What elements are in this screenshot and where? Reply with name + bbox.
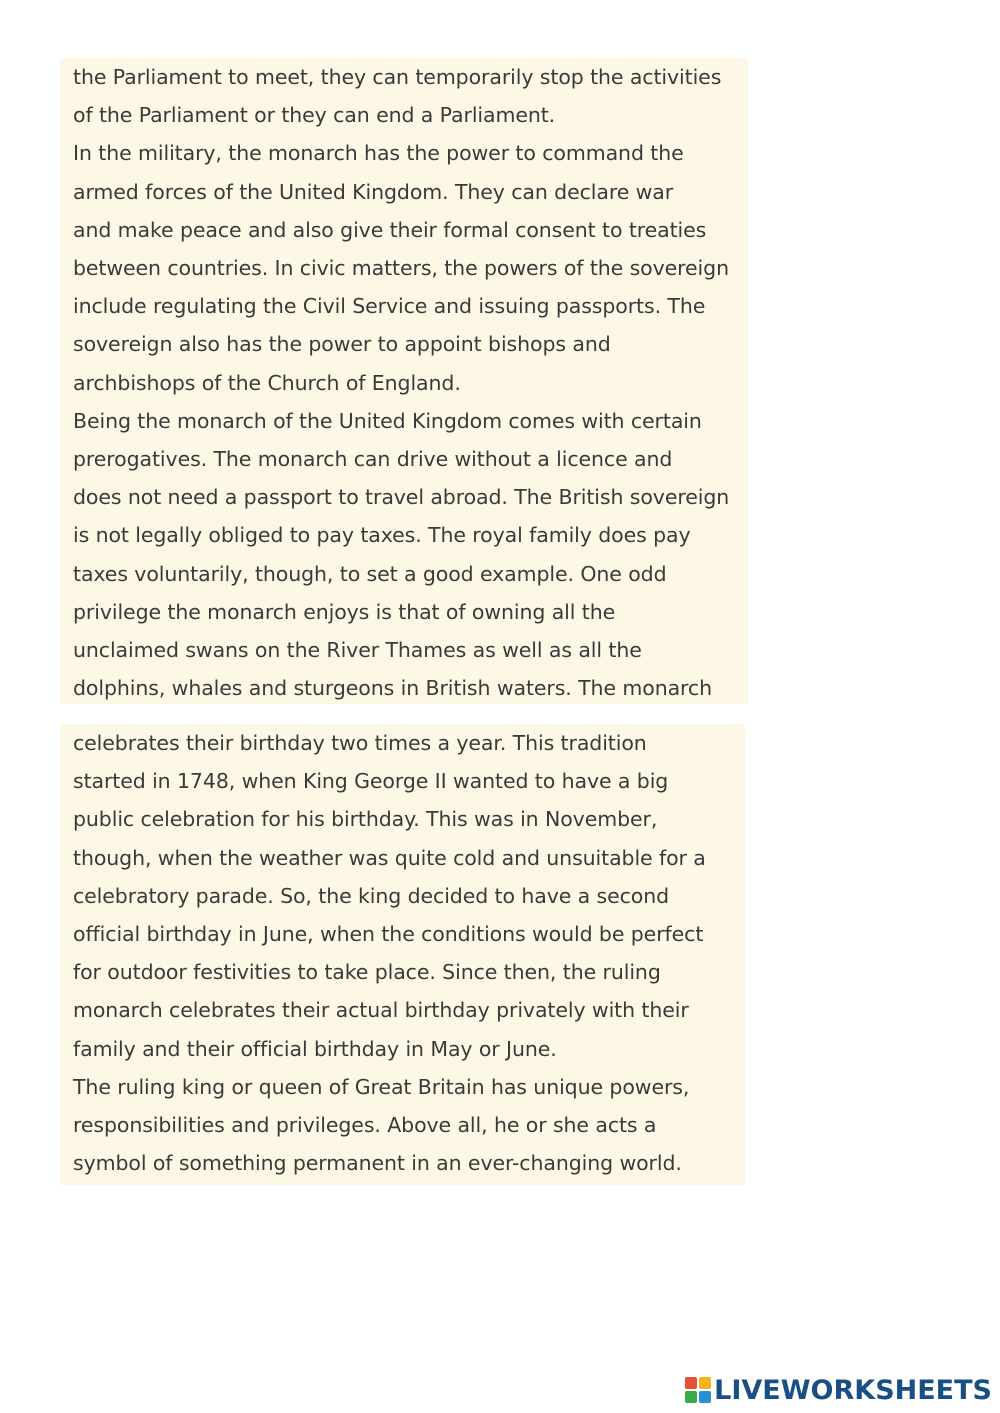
text-line: unclaimed swans on the River Thames as well as all the (73, 638, 642, 663)
text-line: In the military, the monarch has the power to command the (73, 141, 684, 166)
text-line: celebratory parade. So, the king decided to have a second (73, 883, 670, 908)
liveworksheets-logo (685, 1373, 992, 1407)
text-line: privilege the monarch enjoys is that of owning all the (73, 599, 616, 624)
text-line: taxes voluntarily, though, to set a good example. One odd (73, 561, 667, 586)
text-line: family and their official birthday in May or June. (73, 1036, 557, 1061)
passage-block-2-lines (73, 724, 745, 1182)
text-line: symbol of something permanent in an ever-changing world. (73, 1151, 682, 1176)
text-line: celebrates their birthday two times a year. This tradition (73, 731, 647, 755)
passage-block-2 (60, 724, 745, 1185)
text-line: does not need a passport to travel abroad. The British sovereign (73, 485, 730, 510)
text-line: responsibilities and privileges. Above all, he or she acts a (73, 1113, 657, 1138)
logo-square-red (685, 1377, 697, 1389)
logo-text: LIVEWORKSHEETS (714, 1374, 992, 1406)
text-line: for outdoor festivities to take place. Since then, the ruling (73, 960, 661, 985)
text-line: Being the monarch of the United Kingdom comes with certain (73, 408, 702, 433)
text-line: official birthday in June, when the conditions would be perfect (73, 922, 704, 947)
text-line: of the Parliament or they can end a Parliament. (73, 103, 556, 128)
text-line: and make peace and also give their formal consent to treaties (73, 217, 707, 242)
text-line: between countries. In civic matters, the powers of the sovereign (73, 256, 729, 281)
text-line: though, when the weather was quite cold and unsuitable for a (73, 845, 706, 870)
passage-block-1-lines (73, 58, 748, 707)
passage-block-1 (60, 58, 748, 704)
text-line: prerogatives. The monarch can drive without a licence and (73, 447, 673, 472)
liveworksheets-logo-icon (685, 1377, 711, 1403)
text-line: public celebration for his birthday. This was in November, (73, 807, 658, 832)
text-line: monarch celebrates their actual birthday privately with their (73, 998, 689, 1023)
text-line: dolphins, whales and sturgeons in British waters. The monarch (73, 676, 712, 701)
text-line: armed forces of the United Kingdom. They can declare war (73, 179, 674, 204)
logo-square-yellow (699, 1377, 711, 1389)
logo-square-blue (699, 1391, 711, 1403)
logo-square-green (685, 1391, 697, 1403)
text-line: is not legally obliged to pay taxes. The royal family does pay (73, 523, 691, 548)
text-line: sovereign also has the power to appoint bishops and (73, 332, 611, 357)
text-line: archbishops of the Church of England. (73, 370, 461, 395)
text-line: The ruling king or queen of Great Britain has unique powers, (73, 1074, 690, 1099)
text-line: started in 1748, when King George II wanted to have a big (73, 769, 669, 794)
text-line: the Parliament to meet, they can temporarily stop the activities (73, 65, 722, 89)
text-line: include regulating the Civil Service and issuing passports. The (73, 294, 706, 319)
